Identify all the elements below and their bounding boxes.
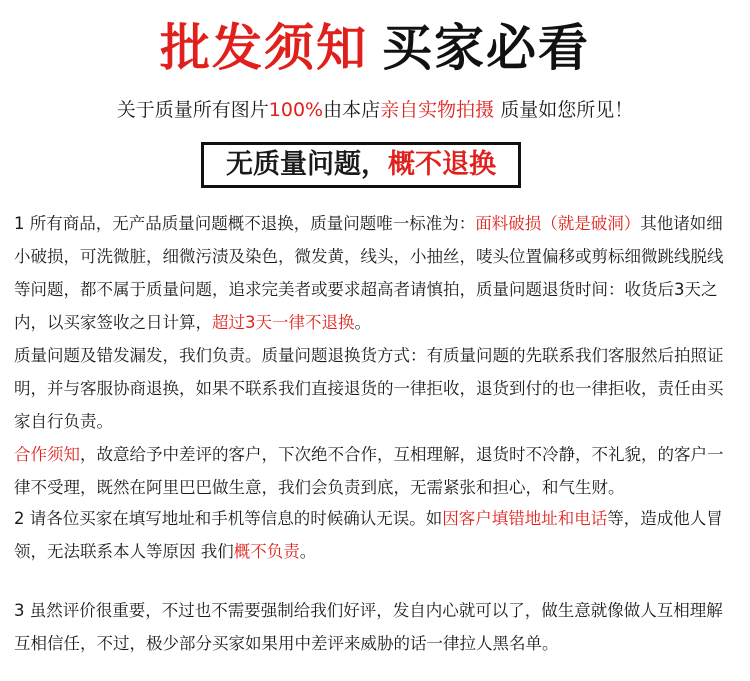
section-1-para-b: 质量问题及错发漏发，我们负责。质量问题退换货方式：有质量问题的先联系我们客服然后拍照证明，并与客服协商退换，如果不联系我们直接退货的一律拒收，退货到付的也一律拒收，责任由买家自行负责。 bbox=[14, 346, 724, 431]
section-3-para: 3 虽然评价很重要，不过也不需要强制给我们好评，发自内心就可以了，做生意就像做人互相理解互相信任，不过，极少部分买家如果用中差评来威胁的话一律拉人黑名单。 bbox=[14, 601, 723, 653]
section-1-text-c: ，故意给予中差评的客户，下次绝不合作，互相理解，退货时不冷静，不礼貌，的客户一律不受理，既然在阿里巴巴做生意，我们会负责到底，无需紧张和担心，和气生财。 bbox=[14, 445, 724, 497]
subtitle-highlight-percent: 100% bbox=[268, 99, 324, 121]
page-title bbox=[0, 18, 750, 78]
section-2-highlight-address: 因客户填错地址和电话 bbox=[442, 509, 608, 528]
notice-black: 无质量问题， bbox=[226, 149, 388, 180]
subtitle-highlight-photo: 亲自实物拍摄 bbox=[380, 99, 495, 121]
section-1-highlight-damage: 面料破损（就是破洞） bbox=[475, 214, 641, 233]
title-black: 买家必看 bbox=[382, 19, 590, 77]
section-1-highlight-3days: 超过3天一律不退换 bbox=[212, 313, 355, 332]
section-2-highlight-not-responsible: 概不负责 bbox=[233, 542, 300, 561]
section-2-para bbox=[14, 502, 738, 568]
section-3 bbox=[14, 594, 738, 660]
subtitle bbox=[0, 96, 750, 124]
section-1 bbox=[14, 207, 738, 504]
section-1-text-a1: 1 所有商品，无产品质量问题概不退换，质量问题唯一标准为： bbox=[14, 214, 476, 233]
section-1-text-a3: 。 bbox=[354, 313, 371, 332]
section-1-para-c bbox=[14, 438, 738, 504]
section-1-text-a2: 其他诸如细小破损，可洗微脏，细微污渍及染色，微发黄，线头，小抽丝，唛头位置偏移或剪标细微跳线脱线等问题，都不属于质量问题，追求完美者或要求超高者请慎拍，质量问题退货时间：收货后3天之内，以买家签收之日计算， bbox=[14, 214, 724, 332]
section-2-text-a2: 等，造成他人冒领，无法联系本人等原因 我们 bbox=[14, 509, 723, 561]
notice-red: 概不退换 bbox=[388, 149, 496, 180]
section-2-text-a1: 2 请各位买家在填写地址和手机等信息的时候确认无误。如 bbox=[14, 509, 443, 528]
title-red: 批发须知 bbox=[160, 19, 368, 77]
section-2 bbox=[14, 502, 738, 568]
no-return-notice bbox=[201, 142, 521, 188]
subtitle-part3: 质量如您所见！ bbox=[494, 99, 634, 121]
section-2-text-a3: 。 bbox=[299, 542, 317, 561]
subtitle-part2: 由本店 bbox=[323, 99, 381, 121]
section-1-para-a bbox=[14, 207, 738, 339]
section-1-highlight-cooperation: 合作须知 bbox=[14, 445, 80, 464]
subtitle-part1: 关于质量所有图片 bbox=[116, 99, 269, 121]
